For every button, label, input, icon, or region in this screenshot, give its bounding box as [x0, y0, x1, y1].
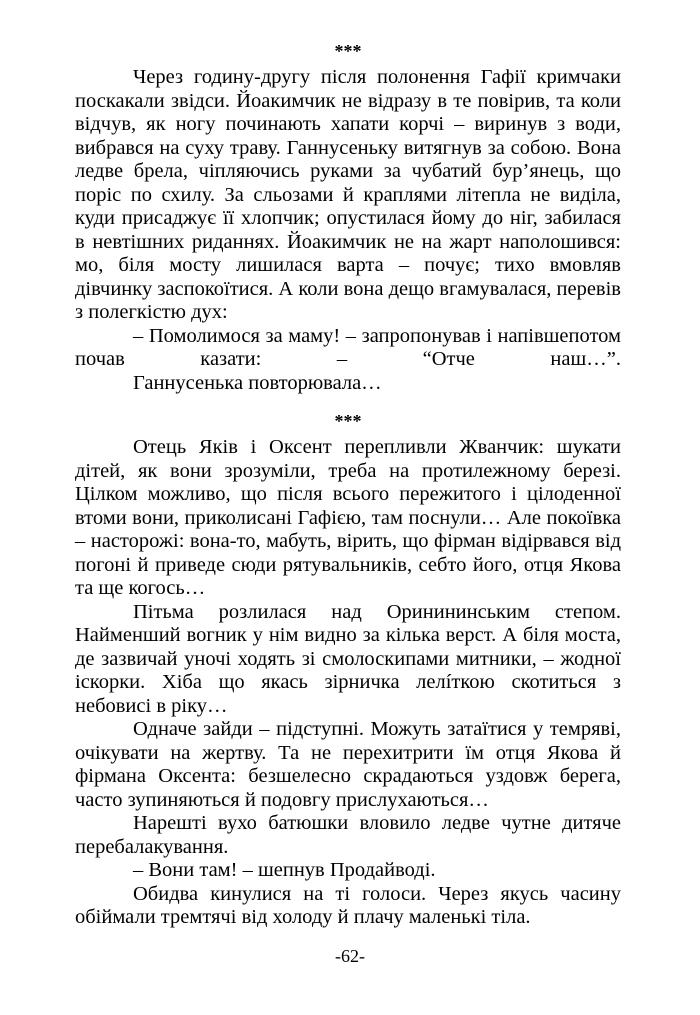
paragraph: Обидва кинулися на ті голоси. Через якусь часину обіймали тремтячі від холоду й плачу маленькі тіла.	[75, 882, 621, 928]
paragraph: Через годину-другу після полонення Гафії кримчаки поскакали звідси. Йоакимчик не відразу в те повірив, та коли відчув, як ногу починають хапати корчі – виринув з води, вибрався на суху траву. Ганнусеньку витягнув за собою. Вона ледве брела, чіпляючись руками за чубатий бур’янець, що поріс по схилу. За сльозами й краплями літепла не виділа, куди присаджує її хлопчик; опустилася йому до ніг, забилася в невтішних риданнях. Йоакимчик не на жарт наполошився: мо, біля мосту лишилася варта – почує; тихо вмовляв дівчинку заспокоїтися. А коли вона дещо вгамувалася, перевів з полегкістю дух:	[75, 66, 621, 323]
paragraph: Ганнусенька повторювала…	[133, 371, 382, 394]
section-separator: ***	[334, 411, 362, 431]
paragraph: – Вони там! – шепнув Продайводі.	[133, 859, 436, 881]
paragraph: Отець Яків і Оксент перепливли Жванчик: шукати дітей, як вони зрозуміли, треба на протилежному березі. Цілком можливо, що після всього пережитого і цілоденної втоми вони, приколисані Гафією, там поснули… Але покоївка – насторожі: вона-то, мабуть, вірить, що фірман відірвався від погоні й приведе сюди рятувальників, себто його, отця Якова та ще когось…	[75, 436, 621, 599]
paragraph: – Помолимося за маму! – запропонував і напівшепотом почав казати: – “Отче наш…”.	[75, 324, 621, 370]
page-text	[75, 36, 621, 930]
page-number: -62-	[335, 946, 365, 966]
paragraph: Одначе зайди – підступні. Можуть затаїтися у темряві, очікувати на жертву. Та не перехитрити їм отця Якова й фірмана Оксента: безшелесно скрадаються уздовж берега, часто зупиняються й подовгу прислухаються…	[75, 718, 621, 811]
section-separator: ***	[334, 41, 362, 61]
paragraph: Пітьма розлилася над Оринининським степом. Найменший вогник у нім видно за кілька верст. А біля моста, де зазвичай уночі ходять зі смолоскипами митники, – жодної іскорки. Хіба що якась зірничка лелíткою скотиться з небовисі в ріку…	[75, 600, 621, 717]
paragraph: Нарешті вухо батюшки вловило ледве чутне дитяче перебалакування.	[75, 812, 621, 858]
